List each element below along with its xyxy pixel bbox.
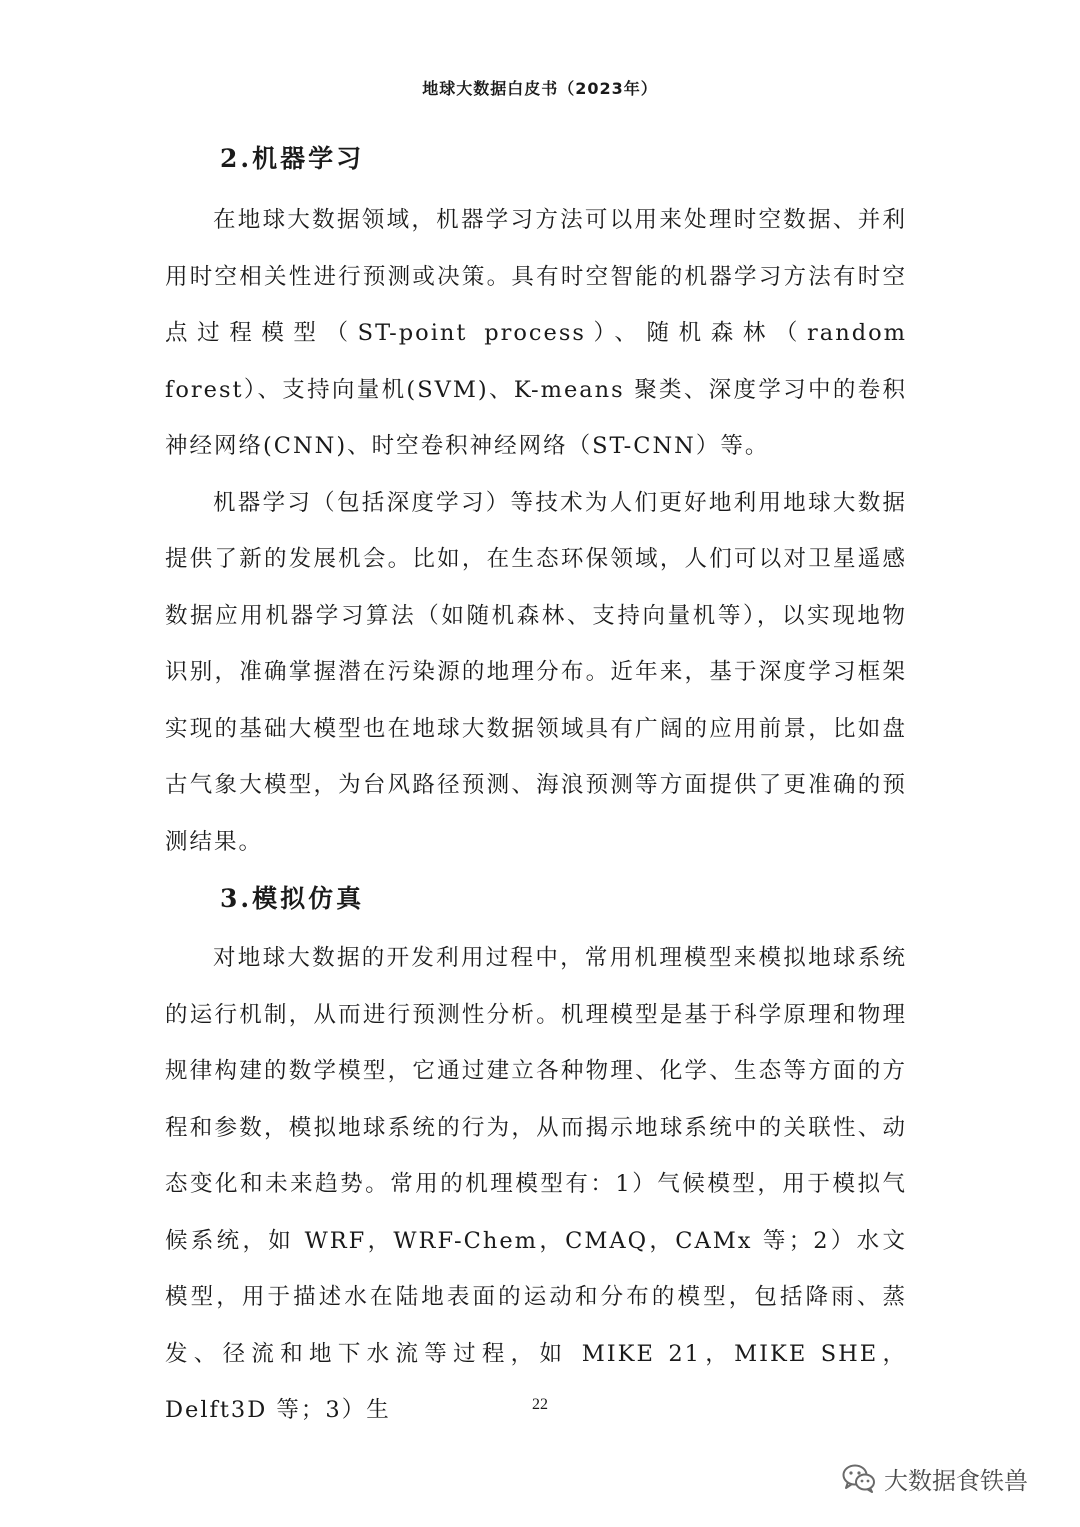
watermark bbox=[842, 1458, 1028, 1498]
paragraph-simulation-models: 对地球大数据的开发利用过程中，常用机理模型来模拟地球系统的运行机制，从而进行预测性分析。机理模型是基于科学原理和物理规律构建的数学模型，它通过建立各种物理、化学、生态等方面的方程和参数，模拟地球系统的行为，从而揭示地球系统中的关联性、动态变化和未来趋势。常用的机理模型有：1）气候模型，用于模拟气候系统，如 WRF，WRF-Chem，CMAQ，CAMx 等；2）水文模型，用于描述水在陆地表面的运动和分布的模型，包括降雨、蒸发、径流和地下水流等过程，如 MIKE 21，MIKE SHE，Delft3D 等；3）生 bbox=[165, 945, 907, 1423]
paragraph-ml-methods: 在地球大数据领域，机器学习方法可以用来处理时空数据、并利用时空相关性进行预测或决策。具有时空智能的机器学习方法有时空点过程模型（ST-point process）、随机森林（random forest）、支持向量机(SVM)、K-means 聚类、深度学习中的卷积神经网络(CNN)、时空卷积神经网络（ST-CNN）等。 bbox=[165, 207, 907, 459]
watermark-text: 大数据食铁兽 bbox=[884, 1466, 1028, 1495]
section-heading-machine-learning: 2.机器学习 bbox=[220, 144, 365, 173]
running-header: 地球大数据白皮书（2023年） bbox=[422, 79, 658, 98]
page-number: 22 bbox=[532, 1396, 548, 1413]
page-body bbox=[165, 136, 907, 1439]
section-heading-simulation: 3.模拟仿真 bbox=[220, 884, 365, 913]
paragraph-ml-applications: 机器学习（包括深度学习）等技术为人们更好地利用地球大数据提供了新的发展机会。比如，在生态环保领域，人们可以对卫星遥感数据应用机器学习算法（如随机森林、支持向量机等），以实现地物识别，准确掌握潜在污染源的地理分布。近年来，基于深度学习框架实现的基础大模型也在地球大数据领域具有广阔的应用前景，比如盘古气象大模型，为台风路径预测、海浪预测等方面提供了更准确的预测结果。 bbox=[165, 489, 907, 855]
wechat-icon bbox=[842, 1463, 876, 1493]
